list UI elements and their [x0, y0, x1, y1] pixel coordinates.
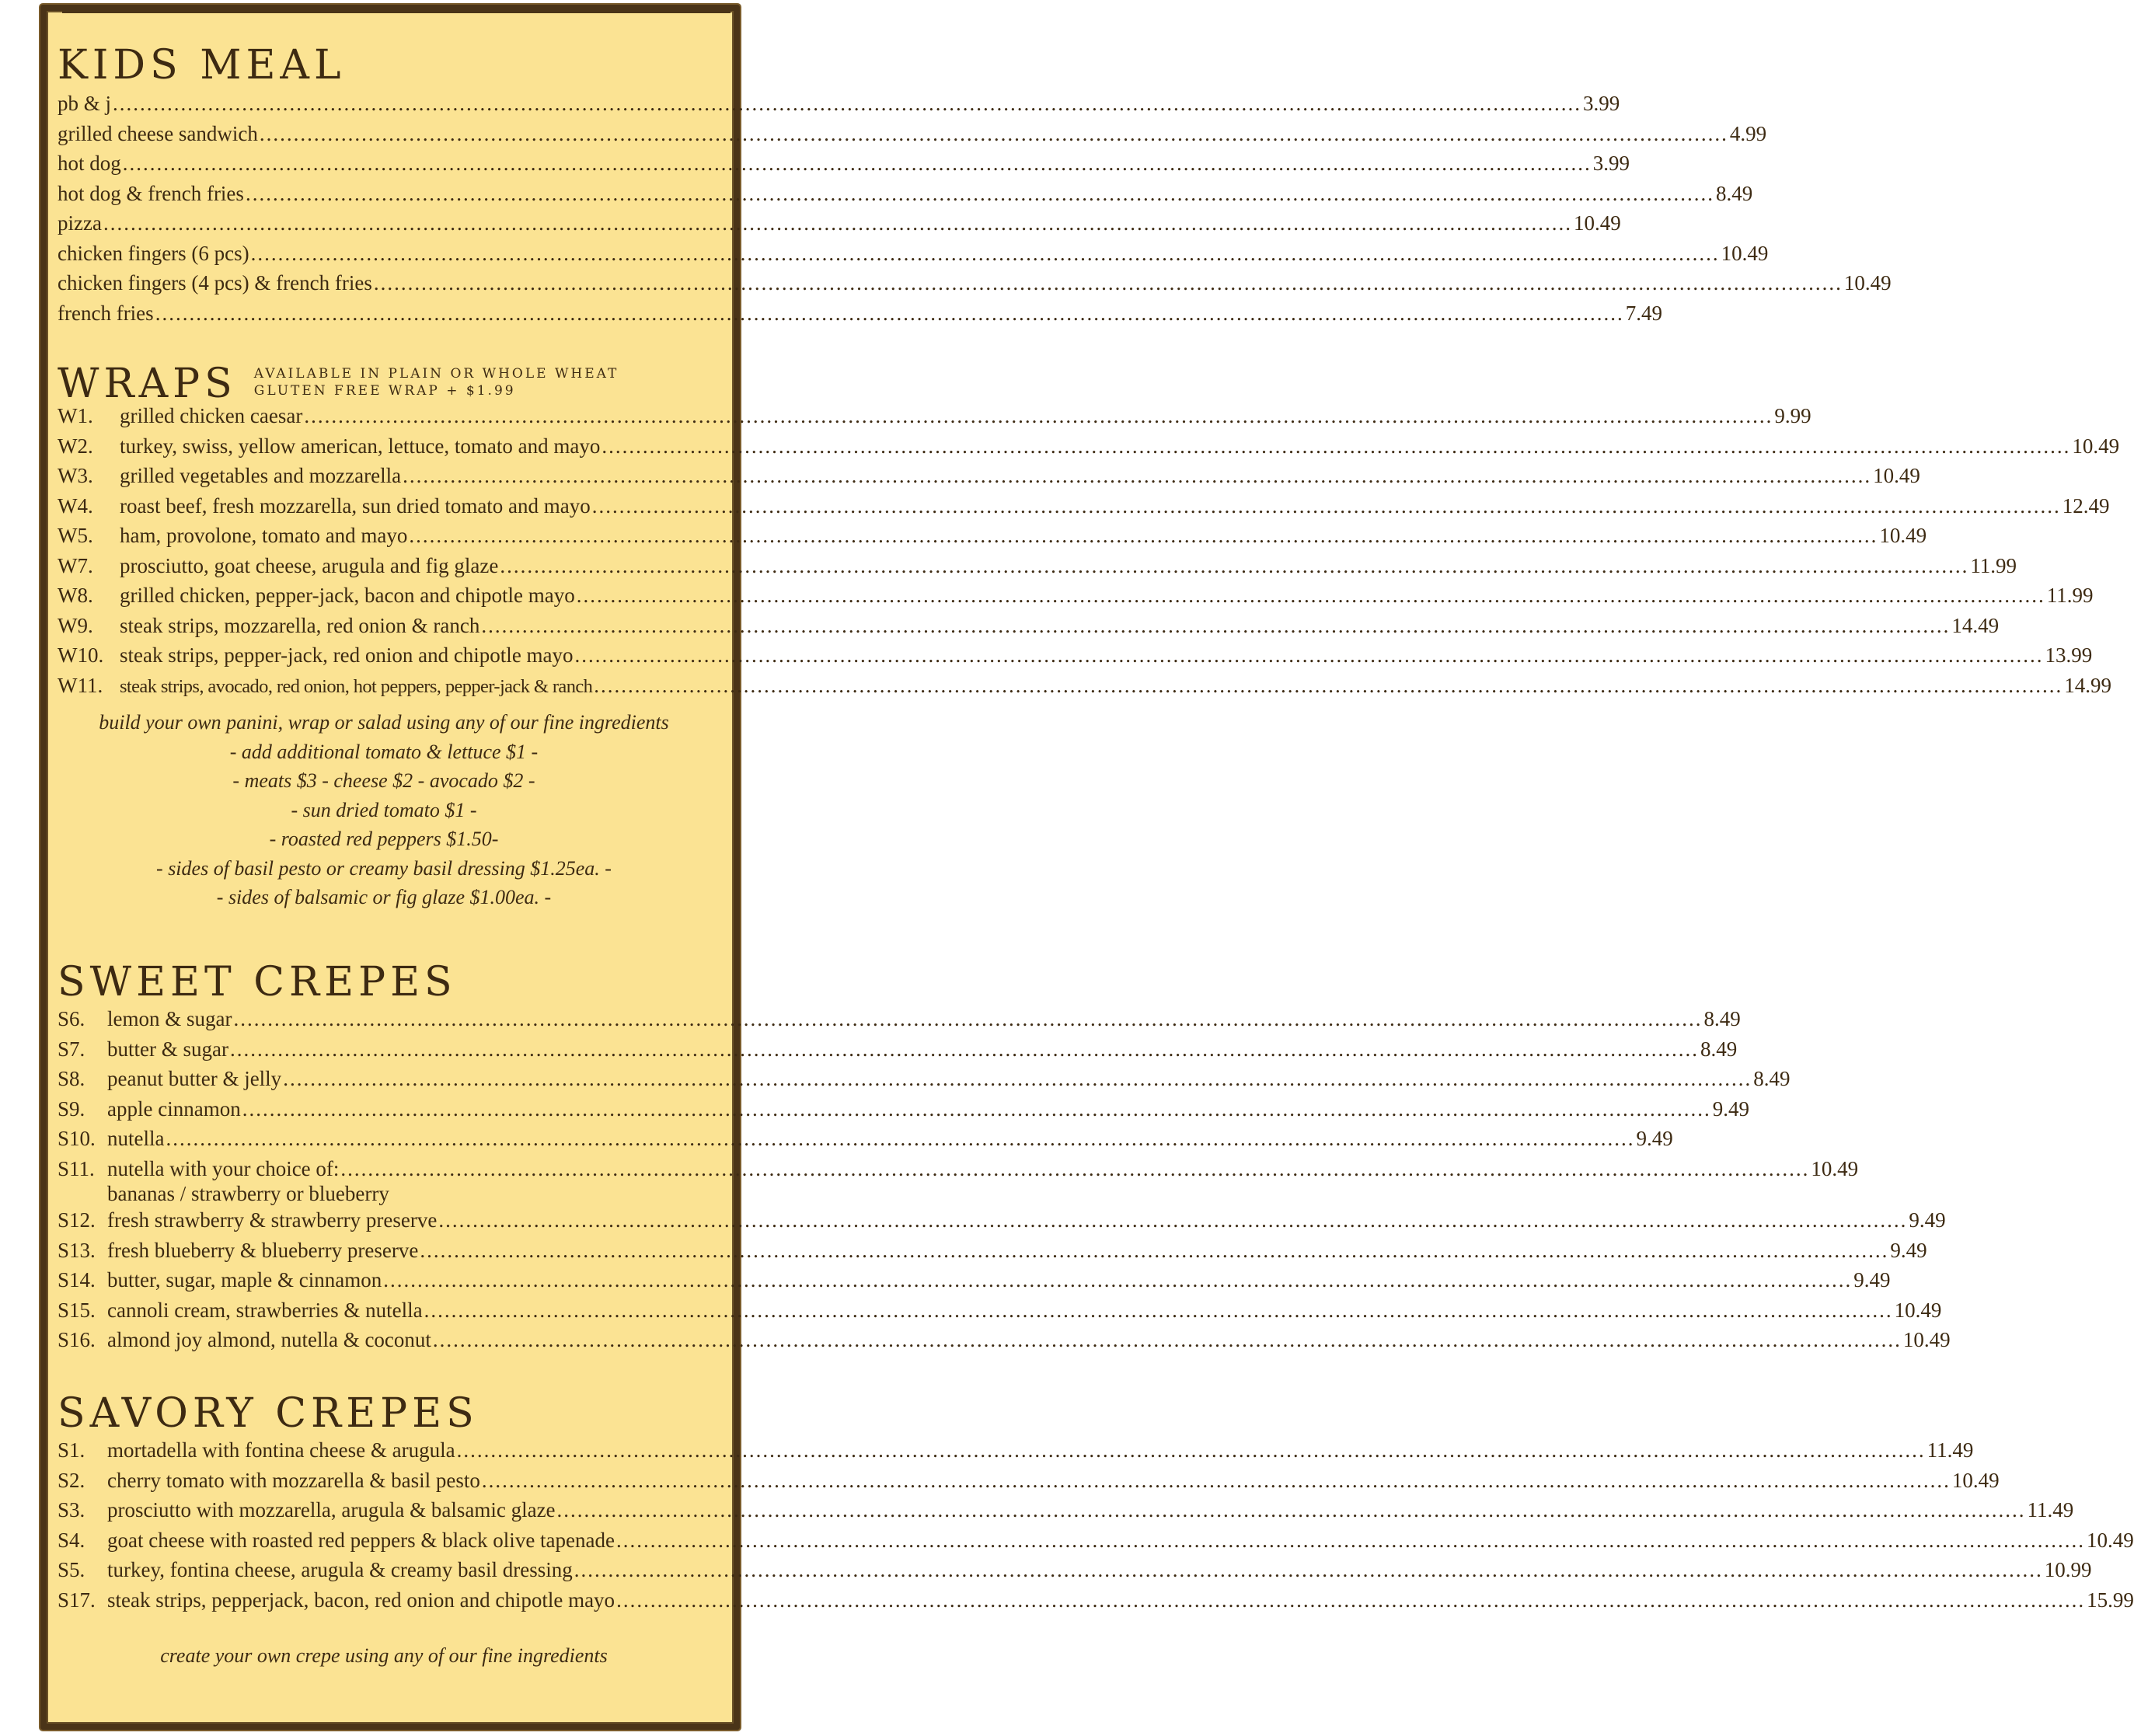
dot-leader [557, 1498, 2026, 1522]
item-code: W2. [58, 434, 93, 458]
dot-leader [230, 1037, 1699, 1061]
item-price: 8.49 [1700, 1037, 1738, 1061]
item-code: S12. [58, 1208, 96, 1232]
item-price: 8.49 [1703, 1007, 1741, 1030]
dot-leader [251, 242, 1720, 266]
dot-leader [424, 1299, 1893, 1323]
menu-item-row [58, 271, 1892, 302]
dot-leader [433, 1328, 1902, 1352]
item-name: turkey, fontina cheese, arugula & creamy basil dressing [107, 1558, 573, 1581]
dot-leader [482, 1469, 1951, 1493]
item-name: almond joy almond, nutella & coconut [107, 1328, 431, 1351]
menu-item-row [58, 1588, 2134, 1619]
dot-leader [420, 1239, 1888, 1263]
top-rule [62, 11, 731, 13]
item-code: W11. [58, 673, 103, 697]
dot-leader [242, 1097, 1711, 1121]
item-code: S9. [58, 1096, 85, 1121]
item-name: peanut butter & jelly [107, 1067, 282, 1090]
menu-item-row [58, 673, 2112, 704]
menu-item-row [58, 1238, 1927, 1269]
dot-leader [594, 674, 2063, 698]
dot-leader [166, 1127, 1634, 1151]
item-name: grilled vegetables and mozzarella [120, 464, 402, 487]
wraps-section [58, 361, 2120, 912]
item-name: roast beef, fresh mozzarella, sun dried tomato and mayo [120, 493, 591, 518]
item-price: 9.99 [1774, 404, 1811, 427]
item-price: 3.99 [1592, 152, 1630, 175]
item-code: S17. [58, 1588, 96, 1612]
item-name: fresh strawberry & strawberry preserve [107, 1208, 438, 1232]
item-name: prosciutto with mozzarella, arugula & balsamic glaze [107, 1498, 556, 1522]
wraps-note [254, 365, 619, 404]
dot-leader [260, 122, 1728, 146]
item-price: 13.99 [2045, 643, 2093, 667]
item-price: 10.49 [1951, 1468, 2000, 1492]
dot-leader [403, 464, 1871, 488]
item-price: 9.49 [1890, 1238, 1927, 1262]
item-price: 4.99 [1729, 121, 1767, 145]
item-price: 11.49 [2027, 1498, 2074, 1522]
item-code: S15. [58, 1298, 96, 1322]
item-price: 10.49 [1811, 1156, 1859, 1180]
item-code: S2. [58, 1468, 85, 1492]
item-name: steak strips, mozzarella, red onion & ranch [120, 613, 480, 637]
item-name: fresh blueberry & blueberry preserve [107, 1238, 419, 1262]
item-code: W8. [58, 584, 93, 607]
dot-leader [155, 302, 1624, 326]
menu-item-row [58, 434, 2120, 465]
item-price: 8.49 [1715, 181, 1753, 205]
dot-leader [340, 1157, 1809, 1181]
item-name: cannoli cream, strawberries & nutella [107, 1298, 423, 1322]
item-name: steak strips, pepperjack, bacon, red onion and chipotle mayo [107, 1588, 615, 1612]
menu-item-row [58, 1127, 1673, 1157]
wraps-extra-line: - add additional tomato & lettuce $1 - [229, 740, 539, 763]
menu-item-row [58, 553, 2017, 584]
menu-item-row [58, 301, 1662, 332]
item-price: 10.49 [2086, 1528, 2134, 1552]
item-price: 10.49 [1721, 241, 1769, 265]
item-price: 10.49 [1894, 1298, 1942, 1322]
menu-item-row [58, 493, 2110, 525]
item-price: 11.49 [1927, 1438, 1974, 1462]
menu-item-row [58, 121, 1767, 152]
item-price: 11.99 [1970, 553, 2017, 577]
item-price: 14.99 [2064, 673, 2112, 697]
item-name: chicken fingers (6 pcs) [58, 241, 249, 265]
item-price: 10.99 [2044, 1558, 2092, 1581]
item-code: S5. [58, 1558, 85, 1581]
menu-item-row [58, 643, 2093, 674]
menu-item-row [58, 1208, 1946, 1239]
item-price: 9.49 [1712, 1096, 1749, 1121]
wraps-extra-line: - sides of balsamic or fig glaze $1.00ea. - [216, 886, 552, 908]
menu-item-row [58, 524, 1927, 554]
menu-item-row [58, 241, 1769, 272]
item-code: W5. [58, 524, 93, 547]
kids-section [58, 42, 1892, 331]
dot-leader [283, 1067, 1752, 1091]
menu-item-row [58, 1498, 2074, 1529]
sweet-section [58, 959, 1951, 1358]
item-name: ham, provolone, tomato and mayo [120, 524, 408, 547]
item-code: W3. [58, 464, 93, 487]
item-code: W7. [58, 553, 93, 577]
sweet-title: SWEET CREPES [58, 959, 457, 1006]
wraps-extra-line: - meats $3 - cheese $2 - avocado $2 - [232, 769, 535, 792]
sweet-list [58, 1007, 1951, 1358]
menu-item-row [58, 1067, 1791, 1097]
wraps-note-line1: AVAILABLE IN PLAIN OR WHOLE WHEAT [253, 366, 619, 382]
item-subline: bananas / strawberry or blueberry [107, 1182, 389, 1205]
item-code: S3. [58, 1498, 85, 1522]
dot-leader [616, 1529, 2085, 1553]
menu-item-row [58, 1156, 1859, 1187]
menu-item-row [58, 92, 1620, 122]
item-name: nutella [107, 1127, 165, 1150]
item-price: 10.49 [1843, 271, 1892, 295]
item-code: S16. [58, 1328, 96, 1351]
wraps-title: WRAPS [58, 361, 237, 407]
menu-item-row [58, 1037, 1738, 1068]
dot-leader [383, 1268, 1852, 1292]
kids-list [58, 92, 1892, 331]
item-code: S7. [58, 1037, 85, 1061]
item-name: steak strips, avocado, red onion, hot peppers, pepper-jack & ranch [120, 675, 593, 697]
dot-leader [500, 554, 1968, 578]
wraps-note-line2: GLUTEN FREE WRAP + $1.99 [253, 383, 516, 399]
menu-item-row [58, 1558, 2092, 1588]
item-name: steak strips, pepper-jack, red onion and chipotle mayo [120, 643, 574, 667]
wraps-list [58, 404, 2120, 703]
dot-leader [246, 182, 1714, 206]
savory-section [58, 1390, 2134, 1671]
dot-leader [601, 434, 2070, 458]
item-price: 15.99 [2087, 1588, 2134, 1612]
item-name: turkey, swiss, yellow american, lettuce, tomato and mayo [120, 434, 601, 458]
wraps-extra-line: - roasted red peppers $1.50- [269, 828, 499, 850]
menu-item-row [58, 1328, 1951, 1358]
savory-title: SAVORY CREPES [58, 1390, 479, 1437]
item-name: french fries [58, 301, 154, 325]
item-price: 10.49 [1573, 211, 1621, 235]
item-name: prosciutto, goat cheese, arugula and fig glaze [120, 553, 499, 577]
item-code: W9. [58, 613, 93, 637]
item-code: S8. [58, 1067, 85, 1090]
menu-item-row [58, 1096, 1749, 1128]
item-name: butter, sugar, maple & cinnamon [107, 1268, 382, 1292]
item-price: 9.49 [1853, 1268, 1891, 1292]
item-name: cherry tomato with mozzarella & basil pesto [107, 1468, 480, 1492]
item-code: S10. [58, 1127, 96, 1150]
item-code: W4. [58, 493, 93, 518]
item-code: S11. [58, 1156, 95, 1180]
item-code: S14. [58, 1268, 96, 1292]
dot-leader [123, 152, 1592, 176]
item-price: 12.49 [2062, 493, 2110, 518]
dot-leader [457, 1438, 1926, 1462]
menu-item-row [58, 181, 1753, 212]
dot-leader [577, 584, 2045, 608]
wraps-extra-line: - sides of basil pesto or creamy basil dressing $1.25ea. - [156, 856, 612, 880]
menu-item-row [58, 1438, 1974, 1469]
item-price: 10.49 [1873, 464, 1920, 487]
dot-leader [592, 494, 2061, 518]
item-name: grilled cheese sandwich [58, 121, 258, 145]
wraps-extras [58, 708, 710, 912]
dot-leader [616, 1588, 2085, 1612]
item-name: chicken fingers (4 pcs) & french fries [58, 271, 372, 295]
item-price: 7.49 [1625, 301, 1662, 325]
menu-item-row [58, 211, 1621, 242]
menu-item-row [58, 464, 1920, 494]
item-name: pizza [58, 211, 102, 235]
item-price: 10.49 [1902, 1328, 1951, 1351]
savory-footer: create your own crepe using any of our fine ingredients [160, 1644, 608, 1667]
dot-leader [113, 92, 1581, 116]
item-price: 10.49 [2072, 434, 2120, 458]
item-name: grilled chicken, pepper-jack, bacon and chipotle mayo [120, 584, 575, 607]
item-name: mortadella with fontina cheese & arugula [107, 1438, 455, 1462]
item-code: S13. [58, 1238, 96, 1262]
item-price: 11.99 [2046, 584, 2094, 607]
dot-leader [103, 211, 1572, 235]
menu-item-row [58, 1298, 1942, 1329]
menu-item-row [58, 613, 2000, 644]
item-name: hot dog & french fries [58, 181, 244, 205]
wraps-extra-line: build your own panini, wrap or salad using any of our fine ingredients [99, 711, 669, 734]
dot-leader [575, 643, 2044, 668]
dot-leader [574, 1558, 2043, 1582]
wraps-extra-line: - sun dried tomato $1 - [291, 798, 477, 821]
dot-leader [481, 614, 1950, 638]
kids-title: KIDS MEAL [58, 42, 346, 89]
dot-leader [438, 1208, 1907, 1232]
dot-leader [409, 524, 1878, 548]
item-code: S1. [58, 1438, 85, 1462]
item-name: apple cinnamon [107, 1096, 241, 1121]
menu-item-row [58, 404, 1811, 434]
menu-item-row [58, 584, 2094, 614]
dot-leader [233, 1007, 1702, 1031]
item-price: 14.49 [1951, 613, 2000, 637]
menu-item-row [58, 152, 1630, 182]
item-name: grilled chicken caesar [120, 404, 303, 427]
item-price: 10.49 [1879, 524, 1927, 547]
menu-item-row [58, 1468, 2000, 1499]
menu-item-row [58, 1528, 2134, 1559]
item-code: S6. [58, 1007, 85, 1030]
savory-list [58, 1438, 2134, 1618]
item-name: nutella with your choice of: [107, 1156, 340, 1180]
item-name: lemon & sugar [107, 1007, 232, 1030]
item-price: 9.49 [1636, 1127, 1673, 1150]
item-name: hot dog [58, 152, 121, 175]
item-name: goat cheese with roasted red peppers & black olive tapenade [107, 1528, 615, 1552]
menu-item-row [58, 1007, 1741, 1037]
item-name: butter & sugar [107, 1037, 228, 1061]
item-code: W10. [58, 643, 104, 667]
item-price: 8.49 [1753, 1067, 1791, 1090]
dot-leader [374, 271, 1843, 295]
wraps-header [58, 361, 710, 407]
item-code: S4. [58, 1528, 85, 1552]
item-code: W1. [58, 404, 93, 427]
item-price: 9.49 [1909, 1208, 1946, 1232]
item-price: 3.99 [1583, 92, 1620, 115]
menu-item-row [58, 1268, 1891, 1299]
item-name: pb & j [58, 92, 112, 115]
dot-leader [304, 404, 1773, 428]
